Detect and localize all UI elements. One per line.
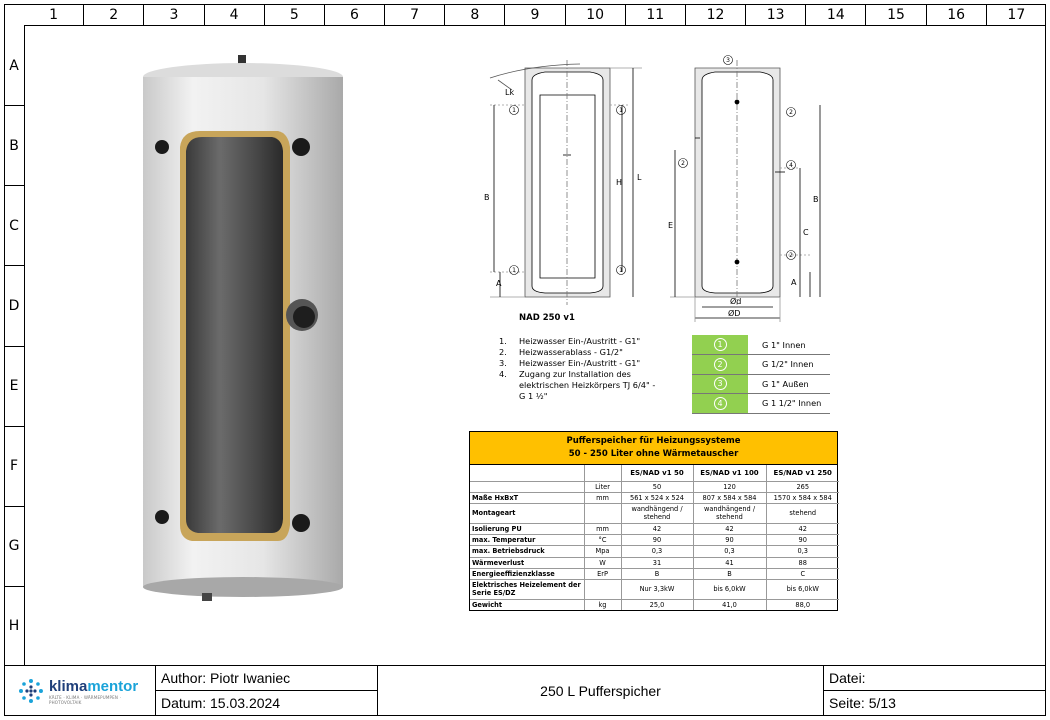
column-label: 10 bbox=[565, 4, 625, 25]
row-label: C bbox=[4, 185, 24, 265]
row-label: D bbox=[4, 265, 24, 345]
file-field: Datei: bbox=[824, 666, 1046, 691]
column-label: 14 bbox=[805, 4, 865, 25]
label-l: L bbox=[637, 173, 642, 182]
legend-item: 2. Heizwasserablass - G1/2" bbox=[499, 347, 623, 357]
row-label: F bbox=[4, 426, 24, 506]
column-label: 16 bbox=[926, 4, 986, 25]
connection-port bbox=[292, 138, 310, 156]
callout-3: 3 bbox=[726, 57, 730, 64]
spec-column-header: ES/NAD v1 50 ES/NAD v1 100 ES/NAD v1 250 bbox=[470, 465, 839, 481]
connection-port bbox=[155, 510, 169, 524]
column-label: 17 bbox=[986, 4, 1046, 25]
spec-row: Energieeffizienzklasse ErP B B C bbox=[470, 568, 839, 579]
spec-row: max. Temperatur °C 90 90 90 bbox=[470, 534, 839, 545]
connection-table bbox=[692, 335, 830, 414]
column-label: 6 bbox=[324, 4, 384, 25]
label-dia-small: Ød bbox=[730, 297, 742, 306]
logo-dots-icon bbox=[18, 678, 44, 704]
spec-row: Gewicht kg 25,0 41,0 88,0 bbox=[470, 599, 839, 610]
date: Datum: 15.03.2024 bbox=[156, 691, 378, 716]
label-b-side: B bbox=[813, 195, 819, 204]
spec-row: Maße HxBxT mm 561 x 524 x 524 807 x 584 x 584 1570 x 584 x 584 bbox=[470, 492, 839, 503]
label-h: H bbox=[616, 178, 623, 187]
legend-item: 3. Heizwasser Ein-/Austritt - G1" bbox=[499, 358, 641, 368]
callout-1: 1 bbox=[619, 107, 623, 114]
page-number: Seite: 5/13 bbox=[829, 695, 896, 711]
label-a: A bbox=[496, 279, 502, 288]
callout-1: 1 bbox=[512, 267, 516, 274]
inner-vessel bbox=[186, 137, 283, 533]
row-label: E bbox=[4, 346, 24, 426]
callout-2: 2 bbox=[789, 109, 793, 116]
row-label: A bbox=[9, 57, 19, 74]
model-name: NAD 250 v1 bbox=[519, 313, 575, 323]
spec-table-header: Pufferspeicher für Heizungssysteme 50 - 250 Liter ohne Wärmetauscher bbox=[470, 432, 837, 465]
column-label: 11 bbox=[625, 4, 685, 25]
column-header bbox=[24, 4, 1046, 26]
column-label: 5 bbox=[264, 4, 324, 25]
spec-row: max. Betriebsdruck Mpa 0,3 0,3 0,3 bbox=[470, 546, 839, 557]
brand-tagline: KÄLTE · KLIMA · WÄRMEPUMPEN · PHOTOVOLTAIK bbox=[48, 694, 122, 705]
connection-port bbox=[155, 140, 169, 154]
row-label: H bbox=[4, 586, 24, 666]
row-header bbox=[4, 26, 25, 666]
spec-row: Wärmeverlust W 31 41 88 bbox=[470, 557, 839, 568]
connection-row: 3 G 1" Außen bbox=[692, 374, 830, 394]
label-b: B bbox=[484, 193, 490, 202]
spec-row: Montageart wandhängend / stehend wandhängend / stehend stehend bbox=[470, 504, 839, 524]
spec-row: Isolierung PU mm 42 42 42 bbox=[470, 523, 839, 534]
column-label: 4 bbox=[204, 4, 264, 25]
title-block bbox=[4, 665, 1046, 716]
callout-2: 2 bbox=[789, 252, 793, 259]
connection-row: 2 G 1/2" Innen bbox=[692, 355, 830, 375]
callout-1: 1 bbox=[619, 267, 623, 274]
column-label: 3 bbox=[143, 4, 203, 25]
label-c: C bbox=[803, 228, 809, 237]
column-label: 1 bbox=[49, 7, 59, 23]
label-e: E bbox=[668, 221, 674, 230]
column-label: 2 bbox=[83, 4, 143, 25]
label-dia-big: ØD bbox=[728, 309, 741, 318]
spec-table bbox=[469, 431, 838, 611]
column-label: 8 bbox=[444, 4, 504, 25]
column-label: 12 bbox=[685, 4, 745, 25]
brand-part-b: mentor bbox=[87, 677, 139, 695]
buffer-tank-render bbox=[140, 55, 355, 615]
callout-2: 2 bbox=[681, 160, 685, 167]
brand-part-a: klima bbox=[48, 677, 88, 695]
connection-legend bbox=[499, 336, 689, 402]
column-label: 9 bbox=[504, 4, 564, 25]
connection-port bbox=[292, 514, 310, 532]
row-label: B bbox=[4, 105, 24, 185]
column-label: 7 bbox=[384, 4, 444, 25]
connection-row: 4 G 1 1/2" Innen bbox=[692, 394, 830, 414]
spec-row: Liter 50 120 265 bbox=[470, 481, 839, 492]
technical-drawings bbox=[470, 50, 840, 325]
company-logo bbox=[4, 666, 156, 716]
label-lk: Lk bbox=[505, 88, 515, 97]
document-title: 250 L Pufferspicher bbox=[378, 666, 824, 716]
legend-item: 4. Zugang zur Installation des elektrischen Heizkörpers TJ 6/4" - G 1 ½" bbox=[499, 369, 656, 401]
column-label: 13 bbox=[745, 4, 805, 25]
label-a-side: A bbox=[791, 278, 797, 287]
row-label: G bbox=[4, 506, 24, 586]
author: Author: Piotr Iwaniec bbox=[156, 666, 378, 691]
spec-row: Elektrisches Heizelement der Serie ES/DZ Nur 3,3kW bis 6,0kW bis 6,0kW bbox=[470, 580, 839, 600]
connection-row: 1 G 1" Innen bbox=[692, 335, 830, 355]
callout-1: 1 bbox=[512, 107, 516, 114]
callout-4: 4 bbox=[789, 162, 793, 169]
legend-item: 1. Heizwasser Ein-/Austritt - G1" bbox=[499, 336, 641, 346]
column-label: 15 bbox=[865, 4, 925, 25]
